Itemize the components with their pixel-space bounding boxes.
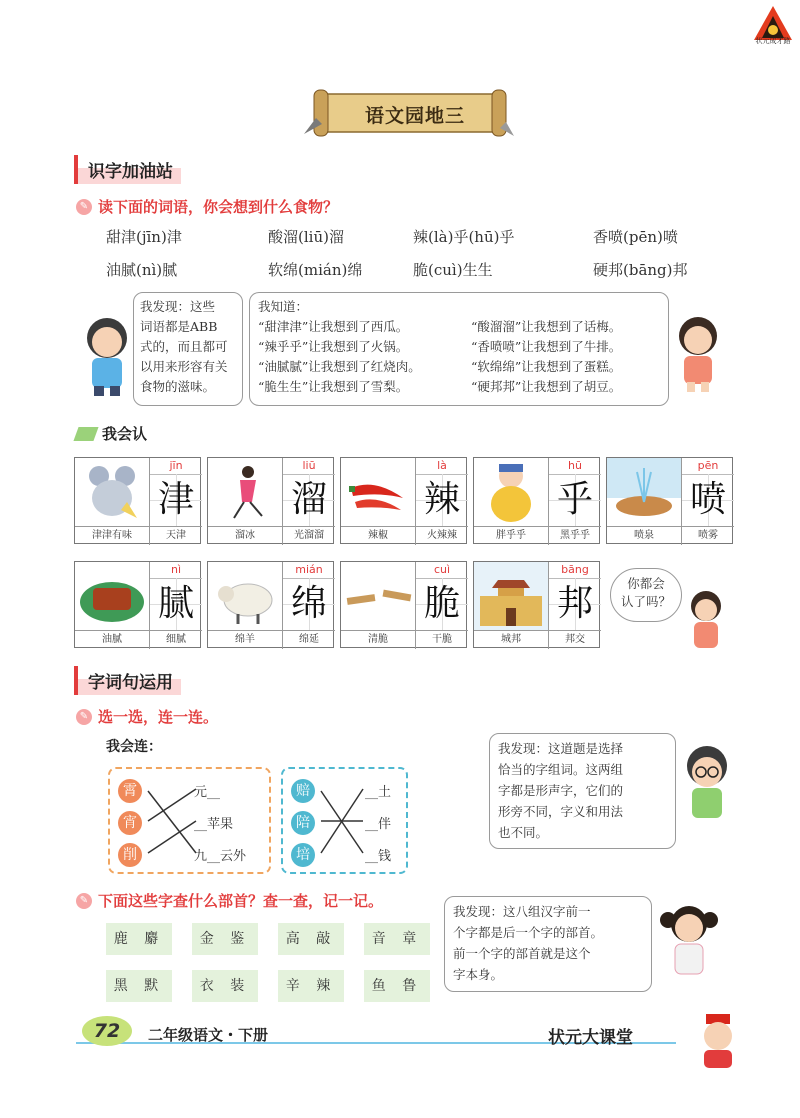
char-glyph: 腻 [150, 578, 202, 630]
question-icon: ✎ [76, 199, 92, 215]
question-icon: ✎ [76, 709, 92, 725]
char-glyph: 辣 [416, 474, 468, 526]
link-char[interactable]: 宵 [118, 811, 142, 835]
link-char[interactable]: 削 [118, 843, 142, 867]
link-option[interactable]: __钱 [365, 849, 392, 864]
radical-pair: 辛 辣 [278, 970, 344, 1002]
mouse-illustration [75, 458, 149, 526]
question-2-text: 选一选，连一连。 [98, 708, 219, 726]
pencil-icon [73, 427, 98, 441]
radical-pair: 高 敲 [278, 923, 344, 955]
question-1-text: 读下面的词语，你会想到什么食物？ [98, 198, 339, 216]
speech-bubble-radical-discovery: 我发现：这八组汉字前一 个字都是后一个字的部首。 前一个字的部首就是这个 字本身。 [444, 896, 652, 992]
city-gate-illustration [474, 562, 548, 630]
mascot-illustration [690, 1012, 746, 1072]
link-label: 我会连： [106, 739, 162, 755]
char-card: 城邦 bāng 邦 邦交 [473, 561, 600, 648]
sheep-illustration [208, 562, 282, 630]
link-option[interactable]: 九__云外 [194, 849, 247, 864]
radical-pair: 黑 默 [106, 970, 172, 1002]
char-card: 津津有味 jīn 津 天津 [74, 457, 201, 544]
fountain-illustration [607, 458, 681, 526]
girl-illustration-small [684, 588, 728, 650]
question-1 [76, 196, 338, 217]
link-option[interactable]: 元__ [194, 785, 221, 800]
skater-illustration [208, 458, 282, 526]
section-heading-literacy: 识字加油站 [74, 155, 181, 184]
broken-stick-illustration [341, 562, 415, 630]
char-glyph: 乎 [549, 474, 601, 526]
char-glyph: 邦 [549, 578, 601, 630]
speech-bubble-link-discovery: 我发现：这道题是选择 恰当的字组词。这两组 字都是形声字，它们的 形旁不同，字义和用法 也不同。 [489, 733, 676, 849]
char-card: 溜冰 liū 溜 光溜溜 [207, 457, 334, 544]
question-2 [76, 706, 218, 727]
char-glyph: 津 [150, 474, 202, 526]
page-title: 语文园地三 [364, 105, 465, 127]
link-char[interactable]: 赔 [291, 779, 315, 803]
glasses-boy-illustration [680, 742, 734, 828]
char-card: 胖乎乎 hū 乎 黑乎乎 [473, 457, 600, 544]
word-item: 软绵(mián)绵 [268, 261, 363, 279]
link-option[interactable]: __伴 [365, 817, 392, 832]
link-char[interactable]: 陪 [291, 811, 315, 835]
thought-bubble: 你都会 认了吗？ [610, 568, 682, 622]
publisher-logo-text: 状元成才路 [755, 37, 791, 45]
radical-pair: 鱼 鲁 [364, 970, 430, 1002]
char-card: 清脆 cuì 脆 干脆 [340, 561, 467, 648]
char-card: 绵羊 mián 绵 绵延 [207, 561, 334, 648]
char-glyph: 绵 [283, 578, 335, 630]
radical-pair: 金 鉴 [192, 923, 258, 955]
char-glyph: 喷 [682, 474, 734, 526]
radical-pair: 衣 装 [192, 970, 258, 1002]
word-item: 脆(cuì)生生 [413, 261, 493, 279]
word-item: 油腻(nì)腻 [106, 261, 178, 279]
char-glyph: 溜 [283, 474, 335, 526]
chubby-boy-illustration [474, 458, 548, 526]
link-option[interactable]: __土 [365, 785, 392, 800]
char-card: 油腻 nì 腻 细腻 [74, 561, 201, 648]
boy-illustration [80, 312, 134, 398]
question-3 [76, 890, 383, 911]
speech-bubble-discovery: 我发现：这些 词语都是ABB 式的，而且都可 以用来形容有关 食物的滋味。 [133, 292, 243, 406]
braised-pork-illustration [75, 562, 149, 630]
brand-name: 状元大课堂 [548, 1028, 633, 1048]
recognize-heading: 我会认 [76, 423, 147, 444]
link-option[interactable]: __苹果 [194, 817, 234, 832]
chili-illustration [341, 458, 415, 526]
word-item: 香喷(pēn)喷 [593, 228, 678, 246]
char-card: 喷泉 pēn 喷 喷雾 [606, 457, 733, 544]
link-lines [146, 781, 198, 865]
word-item: 硬邦(bāng)邦 [593, 261, 688, 279]
char-card: 辣椒 là 辣 火辣辣 [340, 457, 467, 544]
radical-pair: 音 章 [364, 923, 430, 955]
char-glyph: 脆 [416, 578, 468, 630]
link-exercise-left [108, 767, 271, 874]
link-char[interactable]: 霄 [118, 779, 142, 803]
pigtail-girl-illustration [660, 900, 718, 984]
girl-illustration [672, 312, 724, 394]
radical-pair: 鹿 麝 [106, 923, 172, 955]
page-number: 72 [82, 1016, 132, 1046]
link-char[interactable]: 培 [291, 843, 315, 867]
section-heading-usage: 字词句运用 [74, 666, 181, 695]
question-3-text: 下面这些字查什么部首？查一查，记一记。 [98, 892, 384, 910]
word-list [106, 226, 746, 280]
speech-bubble-i-know: 我知道： “甜津津”让我想到了西瓜。 “酸溜溜”让我想到了话梅。 “辣乎乎”让我想到了火锅。 “香喷喷”让我想到了牛排。 “油腻腻”让我想到了红烧肉。 “软绵绵”让我想到了蛋糕。 “脆生生”让我想到了雪梨。 “硬邦邦”让我想到了胡豆。 [249, 292, 669, 406]
link-exercise-right [281, 767, 408, 874]
word-item: 辣(là)乎(hū)乎 [413, 228, 515, 246]
question-icon: ✎ [76, 893, 92, 909]
word-item: 甜津(jīn)津 [106, 228, 182, 246]
book-title: 二年级语文・下册 [148, 1026, 269, 1044]
link-lines [319, 781, 365, 865]
word-item: 酸溜(liū)溜 [268, 228, 344, 246]
